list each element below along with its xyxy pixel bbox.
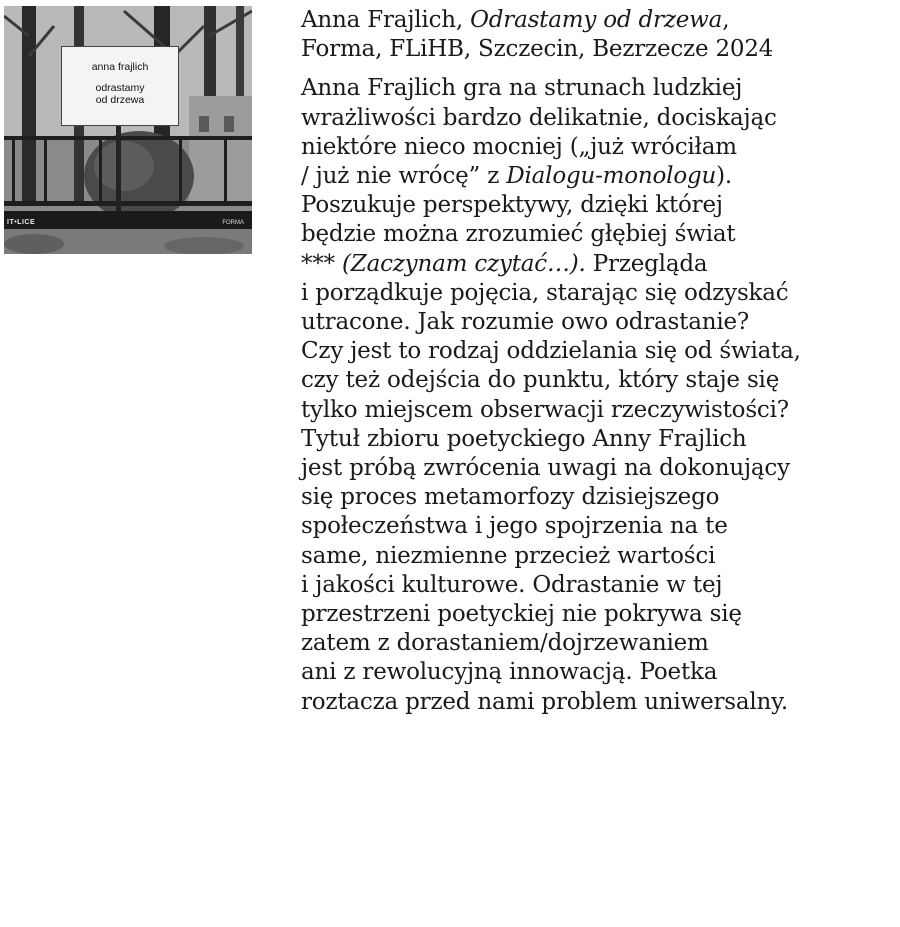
review-line: przestrzeni poetyckiej nie pokrywa się [301, 601, 742, 628]
review-line: i jakości kulturowe. Odrastanie w tej [301, 571, 723, 598]
review-line: Poszukuje perspektywy, dzięki której [301, 192, 723, 219]
review-paragraph [301, 74, 896, 716]
cover-imprint-right: FORMA [222, 220, 244, 226]
review-line: Tytuł zbioru poetyckiego Anny Frajlich [301, 425, 747, 452]
review-text-column [301, 6, 896, 717]
cover-imprint-left: IT•LICE [7, 219, 36, 226]
review-line: jest próbą zwrócenia uwagi na dokonujący [301, 455, 790, 482]
review-line: tylko miejscem obserwacji rzeczywistości? [301, 396, 789, 423]
review-line: będzie można zrozumieć głębiej świat [301, 221, 736, 248]
review-line-text: ). [716, 163, 733, 190]
cover-sign-title-line-1: odrastamy [95, 82, 145, 94]
review-line [301, 250, 896, 279]
review-line: Anna Frajlich gra na strunach ludzkiej [301, 75, 743, 102]
cover-photo [4, 6, 252, 254]
review-line: Czy jest to rodzaj oddzielania się od świata, [301, 338, 801, 365]
cited-poem-title: *** (Zaczynam czytać…). [301, 250, 586, 277]
bibliography-separator: , [722, 7, 730, 33]
review-line-text: Przegląda [585, 250, 708, 277]
cover-sign-title-line-2: od drzewa [95, 94, 145, 106]
review-line: roztacza przed nami problem uniwersalny. [301, 688, 789, 715]
review-line: i porządkuje pojęcia, starając się odzyskać [301, 279, 789, 306]
review-line: się proces metamorfozy dzisiejszego [301, 484, 720, 511]
cover-sign [61, 46, 179, 126]
review-line: wrażliwości bardzo delikatnie, dociskając [301, 104, 777, 131]
review-line: niektóre nieco mocniej („już wróciłam [301, 133, 737, 160]
book-author: Anna Frajlich, [301, 7, 471, 33]
cover-sign-author: anna frajlich [91, 61, 149, 73]
book-cover-image [4, 6, 252, 254]
review-line: czy też odejścia do punktu, który staje się [301, 367, 780, 394]
cited-poem-title: Dialogu-monologu [506, 163, 717, 190]
review-line [301, 162, 896, 191]
review-line: zatem z dorastaniem/dojrzewaniem [301, 630, 709, 657]
book-title: Odrastamy od drzewa [470, 7, 723, 33]
review-line-text: / już nie wrócę” z [301, 163, 507, 190]
review-line: same, niezmienne przecież wartości [301, 542, 716, 569]
review-line: utracone. Jak rozumie owo odrastanie? [301, 309, 750, 336]
bibliography-entry [301, 6, 896, 64]
book-publisher: Forma, FLiHB, Szczecin, Bezrzecze 2024 [301, 36, 774, 63]
review-line: społeczeństwa i jego spojrzenia na te [301, 513, 728, 540]
bibliography-line-1 [301, 6, 896, 35]
review-line: ani z rewolucyjną innowacją. Poetka [301, 659, 718, 686]
